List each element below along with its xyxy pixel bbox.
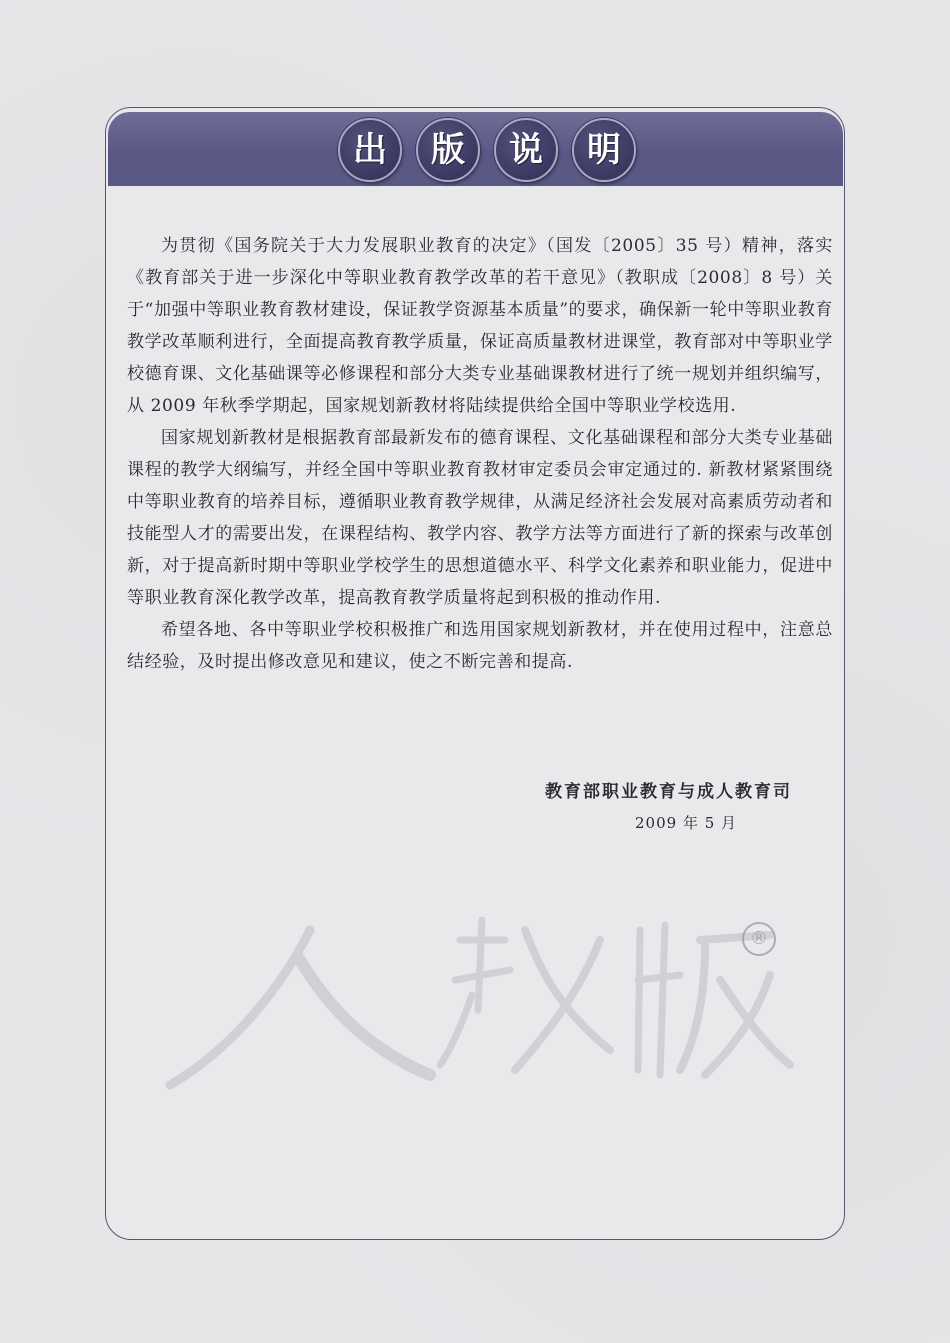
paragraph-3: 希望各地、各中等职业学校积极推广和选用国家规划新教材，并在使用过程中，注意总结经验，及时提出修改意见和建议，使之不断完善和提高. (127, 620, 833, 672)
body-text (127, 230, 833, 678)
paragraph-1: 为贯彻《国务院关于大力发展职业教育的决定》（国发〔2005〕35 号）精神，落实《教育部关于进一步深化中等职业教育教学改革的若干意见》（教职成〔2008〕8 号）关于“加强中等职业教育教材建设，保证教学资源基本质量”的要求，确保新一轮中等职业教育教学改革顺利进行，全面提高教育教学质量，保证高质量教材进课堂，教育部对中等职业学校德育课、文化基础课等必修课程和部分大类专业基础课教材进行了统一规划并组织编写，从 2009 年秋季学期起，国家规划新教材将陆续提供给全国中等职业学校选用. (127, 236, 833, 416)
date: 2009 年 5 月 (635, 814, 738, 832)
title-char-2: 版 (416, 118, 480, 182)
registered-mark-icon: ® (742, 922, 776, 956)
title-char-1: 出 (338, 118, 402, 182)
publisher-logo-watermark (160, 900, 800, 1100)
signature: 教育部职业教育与成人教育司 (545, 782, 792, 802)
title-char-3: 说 (494, 118, 558, 182)
title-char-4: 明 (572, 118, 636, 182)
page-title (338, 118, 636, 182)
paragraph-2: 国家规划新教材是根据教育部最新发布的德育课程、文化基础课程和部分大类专业基础课程的教学大纲编写，并经全国中等职业教育教材审定委员会审定通过的. 新教材紧紧围绕中等职业教育的培养目标，遵循职业教育教学规律，从满足经济社会发展对高素质劳动者和技能型人才的需要出发，在课程结构、教学内容、教学方法等方面进行了新的探索与改革创新，对于提高新时期中等职业学校学生的思想道德水平、科学文化素养和职业能力，促进中等职业教育深化教学改革，提高教育教学质量将起到积极的推动作用. (127, 428, 833, 608)
